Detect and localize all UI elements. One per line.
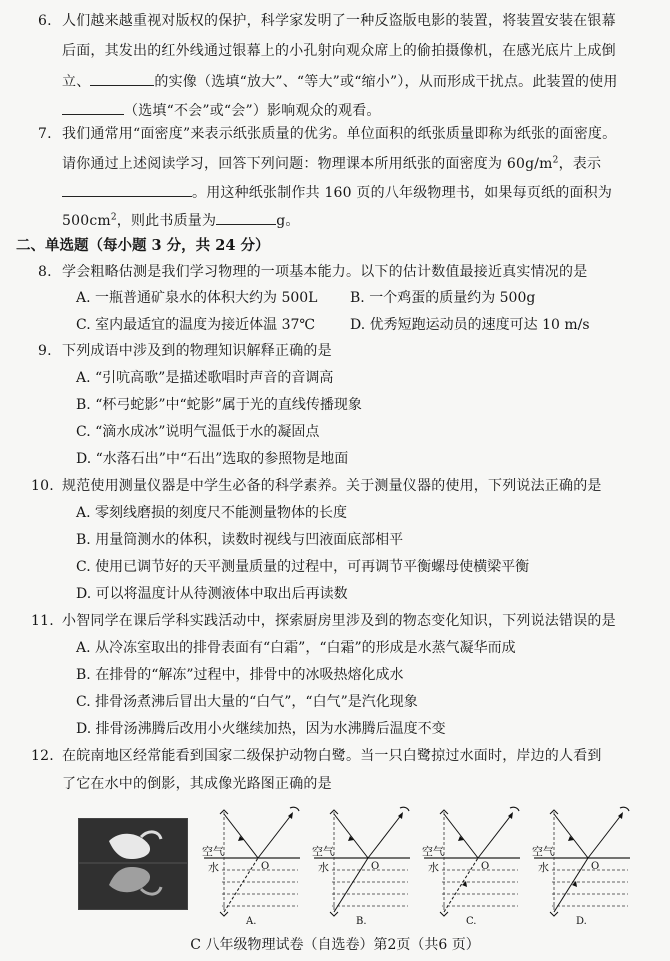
option-d[interactable]: D. 优秀短跑运动员的速度可达 10 m/s <box>350 317 590 333</box>
answer-blank[interactable] <box>216 210 276 225</box>
image-point-icon <box>550 912 558 916</box>
question-text-line: 。用这种纸张制作共 160 页的八年级物理书，如果每页纸的面积为 <box>62 182 612 203</box>
option-b[interactable]: B. 一个鸡蛋的质量约为 500g <box>350 290 536 306</box>
option-c[interactable]: C. 使用已调节好的天平测量质量的过程中，可再调节平衡螺母使横梁平衡 <box>76 559 530 575</box>
option-b[interactable]: B. 用量筒测水的体积，读数时视线与凹液面底部相平 <box>76 532 404 548</box>
reflected-ray <box>478 814 512 858</box>
incident-ray <box>224 814 258 858</box>
air-label: 空气 <box>312 845 334 858</box>
reflected-ray <box>588 814 622 858</box>
question-number: 9. <box>38 343 52 359</box>
option-d[interactable]: D. “水落石出”中“石出”选取的参照物是地面 <box>76 451 349 467</box>
virtual-image-ray <box>554 858 588 912</box>
answer-blank[interactable] <box>62 182 192 197</box>
light-path-diagram <box>532 802 632 926</box>
diagram-label: D. <box>576 916 587 926</box>
eye-icon <box>620 807 629 811</box>
reflected-ray <box>258 814 292 858</box>
egret-photo <box>78 818 188 910</box>
image-point-icon <box>330 912 338 916</box>
question-text: 下列成语中涉及到的物理知识解释正确的是 <box>62 343 332 359</box>
air-label: 空气 <box>532 845 554 858</box>
question-number: 11. <box>31 613 54 629</box>
diagram-label: C. <box>466 916 477 926</box>
option-a[interactable]: A. “引吭高歌”是描述歌唱时声音的音调高 <box>76 370 334 386</box>
light-path-diagram <box>202 802 302 926</box>
question-text-line: 立、 的实像（选填“放大”、“等大”或“缩小”），从而形成干扰点。此装置的使用 <box>62 71 618 92</box>
water-label: 水 <box>318 861 329 874</box>
incidence-point-label: O <box>371 861 380 872</box>
light-path-diagram <box>422 802 522 926</box>
question-number: 12. <box>31 748 54 764</box>
option-c[interactable]: C. 室内最适宜的温度为接近体温 37℃ <box>76 317 316 333</box>
question-number: 7. <box>38 126 52 142</box>
question-text: 后面，其发出的红外线通过银幕上的小孔射向观众席上的偷拍摄像机，在感光底片上成倒 <box>62 43 616 59</box>
question-number: 10. <box>31 478 54 494</box>
image-point-icon <box>440 912 448 916</box>
section-heading: 二、单选题（每小题 3 分，共 24 分） <box>16 237 270 254</box>
question-text: 人们越来越重视对版权的保护，科学家发明了一种反盗版电影的装置，将装置安装在银幕 <box>62 13 616 29</box>
light-path-diagram <box>312 802 412 926</box>
question-text: 规范使用测量仪器是中学生必备的科学素养。关于测量仪器的使用，下列说法正确的是 <box>62 478 602 494</box>
eye-icon <box>510 807 519 811</box>
question-text-line: 请你通过上述阅读学习，回答下列问题：物理课本所用纸张的面密度为 $60g/m^2$，表示 <box>62 155 602 172</box>
water-label: 水 <box>428 861 439 874</box>
answer-blank[interactable] <box>90 71 154 86</box>
question-text: 了它在水中的倒影，其成像光路图正确的是 <box>62 776 332 792</box>
question-text: 小智同学在课后学科实践活动中，探索厨房里涉及到的物态变化知识，下列说法错误的是 <box>62 613 616 629</box>
option-a[interactable]: A. 一瓶普通矿泉水的体积大约为 500L <box>76 290 318 306</box>
question-number: 6. <box>38 13 52 29</box>
option-b[interactable]: B. 在排骨的“解冻”过程中，排骨中的冰吸热熔化成水 <box>76 667 404 683</box>
answer-blank[interactable] <box>62 100 124 115</box>
diagram-option-c[interactable] <box>422 802 522 926</box>
virtual-image-ray <box>224 858 258 912</box>
question-text: 我们通常用“面密度”来表示纸张质量的优劣。单位面积的纸张质量即称为纸张的面密度。 <box>62 126 617 142</box>
virtual-image-ray <box>334 858 368 912</box>
water-label: 水 <box>208 861 219 874</box>
page-footer: C 八年级物理试卷（自选卷）第2页（共6 页） <box>190 937 480 953</box>
incidence-point-label: O <box>591 861 600 872</box>
question-text-line: $500cm^2$，则此书质量为 g。 <box>62 210 300 231</box>
diagram-option-d[interactable] <box>532 802 632 926</box>
air-label: 空气 <box>202 845 224 858</box>
image-point-icon <box>220 912 228 916</box>
eye-icon <box>290 807 299 811</box>
option-c[interactable]: C. “滴水成冰”说明气温低于水的凝固点 <box>76 424 320 440</box>
virtual-image-ray <box>444 858 478 912</box>
incidence-point-label: O <box>261 861 270 872</box>
air-label: 空气 <box>422 845 444 858</box>
reflected-ray <box>368 814 402 858</box>
question-text-line: （选填“不会”或“会”）影响观众的观看。 <box>62 100 381 121</box>
diagram-label: A. <box>246 916 257 926</box>
incident-ray <box>334 814 368 858</box>
option-c[interactable]: C. 排骨汤煮沸后冒出大量的“白气”，“白气”是汽化现象 <box>76 694 418 710</box>
incident-ray <box>554 814 588 858</box>
eye-icon <box>400 807 409 811</box>
question-number: 8. <box>38 264 52 280</box>
incidence-point-label: O <box>481 861 490 872</box>
diagram-option-b[interactable] <box>312 802 412 926</box>
option-a[interactable]: A. 零刻线磨损的刻度尺不能测量物体的长度 <box>76 505 348 521</box>
egret-image-icon <box>79 819 187 909</box>
diagram-option-a[interactable] <box>202 802 302 926</box>
water-label: 水 <box>538 861 549 874</box>
incident-ray <box>444 814 478 858</box>
option-d[interactable]: D. 排骨汤沸腾后改用小火继续加热，因为水沸腾后温度不变 <box>76 721 446 737</box>
question-text: 在皖南地区经常能看到国家二级保护动物白鹭。当一只白鹭掠过水面时，岸边的人看到 <box>62 748 602 764</box>
option-d[interactable]: D. 可以将温度计从待测液体中取出后再读数 <box>76 586 348 602</box>
diagram-label: B. <box>356 916 367 926</box>
option-b[interactable]: B. “杯弓蛇影”中“蛇影”属于光的直线传播现象 <box>76 397 362 413</box>
option-a[interactable]: A. 从冷冻室取出的排骨表面有“白霜”，“白霜”的形成是水蒸气凝华而成 <box>76 640 516 656</box>
question-text: 学会粗略估测是我们学习物理的一项基本能力。以下的估计数值最接近真实情况的是 <box>62 264 588 280</box>
